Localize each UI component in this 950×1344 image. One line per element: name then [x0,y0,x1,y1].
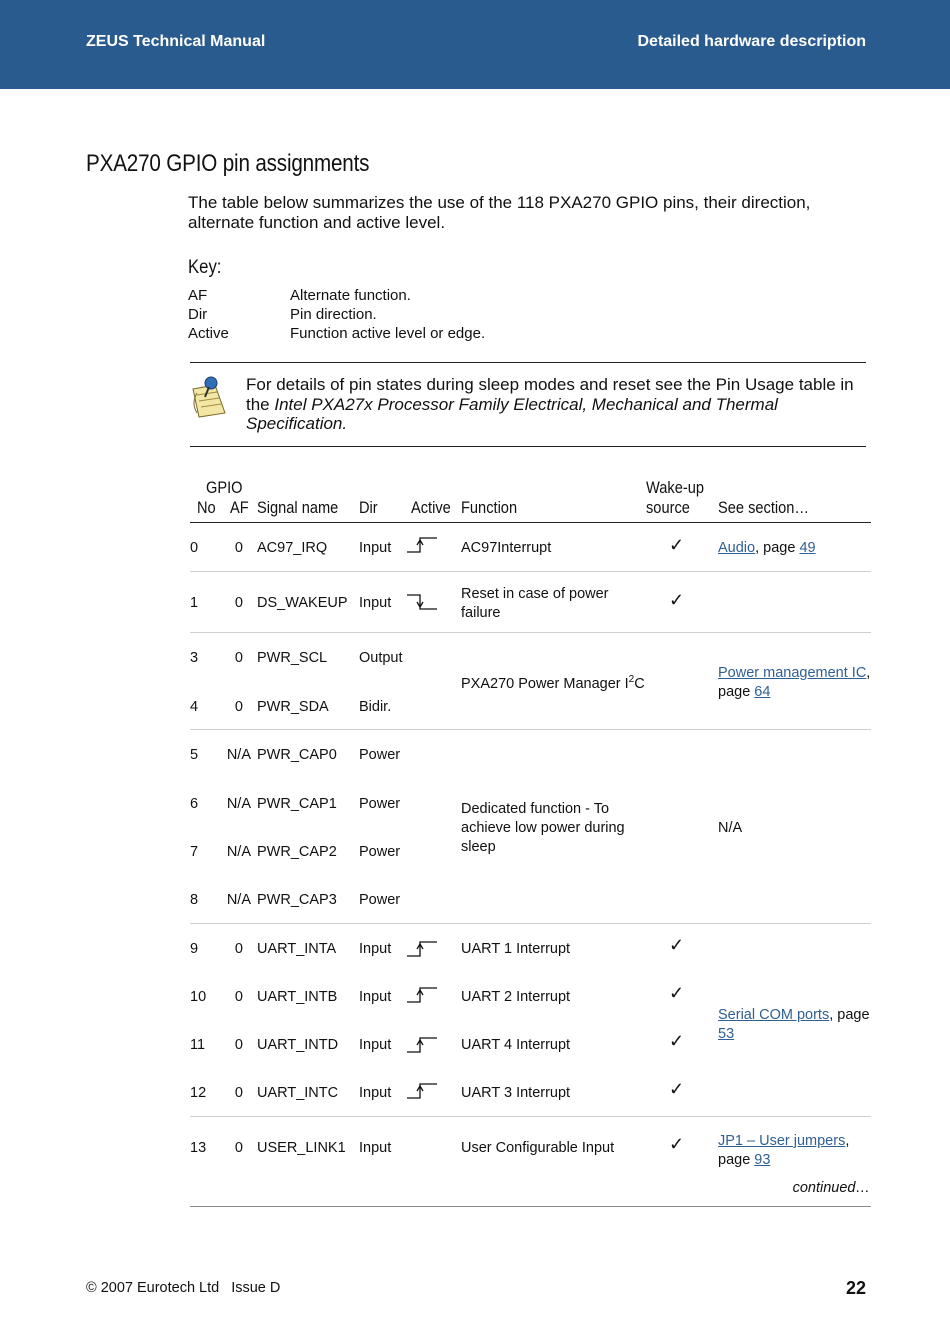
function: AC97Interrupt [461,540,552,556]
manual-title: ZEUS Technical Manual [86,33,266,50]
pin-direction: Input [359,941,392,957]
gpio-no: 13 [190,1140,207,1156]
gpio-no: 12 [190,1085,207,1101]
see-section [718,664,878,702]
gpio-af: N/A [226,892,251,908]
function: Reset in case of power failure [461,586,609,621]
row-divider [190,571,871,572]
signal-name: UART_INTA [257,941,337,957]
gpio-af: 0 [234,650,243,666]
signal-name: UART_INTD [257,1037,339,1053]
signal-name: UART_INTC [257,1085,339,1101]
pin-direction: Power [359,892,401,908]
gpio-no: 3 [190,650,199,666]
gpio-no: 1 [190,595,199,611]
rising-edge-icon [406,1036,438,1054]
signal-name: PWR_CAP1 [257,796,337,812]
link-page-53[interactable]: 53 [718,1026,735,1042]
row-divider [190,632,871,633]
gpio-no: 11 [190,1037,206,1053]
page-number: 22 [845,1278,866,1298]
pin-direction: Power [359,796,401,812]
note-reference-title: Intel PXA27x Processor Family Electrical, Mechanical and Thermal Specification. [246,394,778,433]
gpio-af: 0 [234,1037,243,1053]
pin-direction: Input [359,1037,392,1053]
wakeup-check: ✓ [669,590,685,610]
gpio-no: 9 [190,941,199,957]
key-term: Dir [188,306,208,323]
power-cap-function: Dedicated function - To achieve low power during sleep [461,801,625,855]
row-divider [190,1116,871,1117]
gpio-af: N/A [226,796,251,812]
note-text [246,375,866,434]
wakeup-check: ✓ [669,535,685,555]
header-active: Active [411,498,451,517]
header-gpio: GPIO [206,478,243,497]
pin-direction: Input [359,1140,392,1156]
signal-name: PWR_SDA [257,699,329,715]
key-definition: Pin direction. [290,306,377,323]
function: UART 3 Interrupt [461,1085,571,1101]
gpio-no: 4 [190,699,199,715]
pin-direction: Input [359,595,392,611]
gpio-af: 0 [234,540,243,556]
header-no: No [197,498,216,517]
link-separator: , page [718,665,871,700]
see-section [718,1006,878,1044]
key-term: Active [188,325,229,342]
section-heading: PXA270 GPIO pin assignments [86,150,370,177]
key-title: Key: [188,257,222,278]
rising-edge-icon [406,1082,438,1100]
signal-name: PWR_SCL [257,650,328,666]
link-page-93[interactable]: 93 [754,1152,771,1168]
link-separator: , page [718,1133,850,1168]
table-header-rule [190,522,871,523]
note-bottom-rule [190,446,866,447]
notepad-pin-icon [189,375,229,419]
signal-name: PWR_CAP3 [257,892,337,908]
row-divider [190,923,871,924]
i2c-function-text: PXA270 Power Manager I [461,675,629,692]
pin-direction: Power [359,844,401,860]
i2c-superscript: 2 [628,674,635,685]
header-signal-name: Signal name [257,498,339,517]
header-wakeup: Wake-up [646,478,704,497]
chapter-title: Detailed hardware description [637,33,866,50]
function: User Configurable Input [461,1140,615,1156]
see-section [718,1132,878,1170]
pin-direction: Input [359,1085,392,1101]
signal-name: USER_LINK1 [257,1140,346,1156]
pin-direction: Input [359,540,392,556]
gpio-af: N/A [226,844,251,860]
link-separator: , page [755,540,800,556]
issue: Issue D [231,1280,281,1296]
header-source: source [646,498,690,517]
function: UART 2 Interrupt [461,989,571,1005]
key-definition: Alternate function. [290,287,411,304]
gpio-af: 0 [234,941,243,957]
link-serial-com-ports[interactable]: Serial COM ports [718,1007,830,1023]
link-page-64[interactable]: 64 [754,684,771,700]
see-section [718,540,816,556]
rising-edge-icon [406,940,438,958]
function: UART 1 Interrupt [461,941,571,957]
rising-edge-icon [406,986,438,1004]
gpio-no: 0 [190,540,199,556]
gpio-af: 0 [234,989,243,1005]
gpio-af: 0 [234,1085,243,1101]
table-bottom-rule [190,1206,871,1207]
gpio-af: 0 [234,699,243,715]
page-header [0,0,950,89]
link-audio[interactable]: Audio [718,540,756,556]
row-divider [190,729,871,730]
signal-name: DS_WAKEUP [257,595,348,611]
header-af: AF [230,498,249,517]
wakeup-check: ✓ [669,1134,685,1154]
gpio-no: 10 [190,989,207,1005]
wakeup-check: ✓ [669,1031,685,1051]
link-power-management[interactable]: Power management IC [718,665,867,681]
gpio-no: 7 [190,844,199,860]
wakeup-check: ✓ [669,935,685,955]
key-definition: Function active level or edge. [290,325,486,342]
i2c-function-tail: C [634,675,645,692]
falling-edge-icon [406,593,438,611]
pin-direction: Input [359,989,392,1005]
signal-name: PWR_CAP0 [257,747,337,763]
gpio-af: 0 [234,595,243,611]
gpio-no: 5 [190,747,199,763]
header-see-section: See section… [718,498,810,517]
pin-direction: Output [359,650,403,666]
rising-edge-icon [406,536,438,554]
intro-paragraph: The table below summarizes the use of the 118 PXA270 GPIO pins, their direction, alternate function and active level. [188,193,811,232]
function: UART 4 Interrupt [461,1037,571,1053]
header-function: Function [461,498,518,517]
key-term: AF [188,287,208,304]
gpio-no: 6 [190,796,199,812]
header-dir: Dir [359,498,378,517]
link-separator: , page [829,1007,870,1023]
note-text-plain: For details of pin states during sleep modes and reset see the Pin Usage table in the [246,375,854,414]
pin-direction: Power [359,747,401,763]
signal-name: UART_INTB [257,989,338,1005]
continued-note: continued… [792,1180,870,1196]
pin-direction: Bidir. [359,699,392,715]
link-page-49[interactable]: 49 [799,540,816,556]
link-jp1-user-jumpers[interactable]: JP1 – User jumpers [718,1133,846,1149]
gpio-no: 8 [190,892,199,908]
i2c-function [461,674,645,692]
signal-name: AC97_IRQ [257,540,328,556]
see-section: N/A [718,820,743,836]
gpio-af: N/A [226,747,251,763]
gpio-af: 0 [234,1140,243,1156]
footer [86,1280,292,1296]
copyright: © 2007 Eurotech Ltd [86,1280,220,1296]
note-top-rule [190,362,866,363]
wakeup-check: ✓ [669,1079,685,1099]
signal-name: PWR_CAP2 [257,844,337,860]
wakeup-check: ✓ [669,983,685,1003]
